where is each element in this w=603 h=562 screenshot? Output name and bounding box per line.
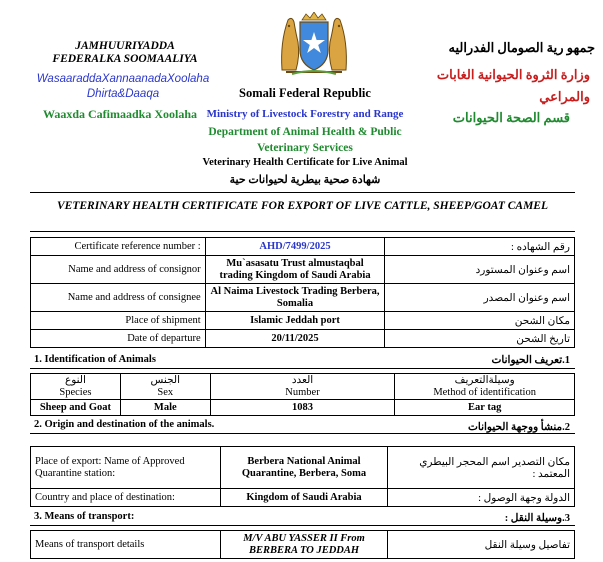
table-row [31,400,575,416]
right-ministry: وزارة الثروة الحيوانية الغابات والمراعي [436,67,590,104]
ref-label-ar: رقم الشهاده : [385,238,575,256]
shipment-label: Place of shipment [31,312,206,330]
departure-value: 20/11/2025 [205,330,385,348]
consignee-label-ar: اسم وعنوان المصدر [385,284,575,312]
export-label-ar: مكان التصدير اسم المحجر البيطري المعتمد : [388,447,575,489]
table-row [31,447,575,489]
table-row [31,238,575,256]
center-republic: Somali Federal Republic [239,86,371,100]
method-value: Ear tag [395,400,575,416]
center-certificate-arabic: شهادة صحية بيطرية لحيوانات حية [229,174,381,186]
certificate-info-table [30,237,575,348]
export-label: Place of export: Name of Approved Quarantine station: [31,447,221,489]
header-divider [30,192,575,193]
table-row [31,256,575,284]
section1-title: 1. Identification of Animals [34,354,156,365]
table-row [31,489,575,507]
destination-value: Kingdom of Saudi Arabia [220,489,388,507]
transport-table [30,530,575,559]
center-ministry: Ministry of Livestock Forestry and Range [206,108,404,120]
sex-header [120,374,210,400]
table-row [31,330,575,348]
transport-label: Means of transport details [31,531,221,559]
animals-table [30,373,575,416]
section2-title-ar: 2.منشأ ووجهة الحيوانات [468,422,570,433]
consignee-label: Name and address of consignee [31,284,206,312]
table-row [31,312,575,330]
right-republic-title: جمهو رية الصومال الفدراليه [448,40,595,55]
right-department: قسم الصحة الحيوانات [452,110,570,125]
section3-title: 3. Means of transport: [34,511,135,522]
left-department: Waaxda Cafimaadka Xoolaha [42,107,198,121]
consignee-value: Al Naima Livestock Trading Berbera, Somalia [205,284,385,312]
species-header-ar: النوع [64,374,86,386]
somalia-coat-of-arms-icon [276,12,352,76]
method-header-ar: وسيلةالتعريف [454,374,515,386]
species-value: Sheep and Goat [31,400,121,416]
shipment-value: Islamic Jeddah port [205,312,385,330]
document-title: VETERINARY HEALTH CERTIFICATE FOR EXPORT OF LIVE CATTLE, SHEEP/GOAT CAMEL [56,200,548,212]
method-header-en: Method of identification [433,386,536,398]
number-header [210,374,395,400]
section3-title-ar: 3.وسيلة النقل : [504,513,570,524]
title-divider [30,231,575,232]
consignor-label-ar: اسم وعنوان المستورد [385,256,575,284]
shipment-label-ar: مكان الشحن [385,312,575,330]
table-row [31,531,575,559]
section3-divider [30,525,575,526]
section2-divider [30,433,575,434]
species-header-en: Species [59,386,92,398]
left-republic-title: JAMHUURIYADDA FEDERALKA SOOMAALIYA [52,40,198,65]
departure-label: Date of departure [31,330,206,348]
ref-value: AHD/7499/2025 [205,238,385,256]
table-row [31,374,575,400]
number-header-ar: العدد [291,374,314,386]
number-header-en: Number [285,386,320,398]
transport-label-ar: تفاصيل وسيلة النقل [388,531,575,559]
center-certificate: Veterinary Health Certificate for Live Animal [202,157,408,168]
section1-title-ar: 1.تعريف الحيوانات [491,355,570,366]
number-value: 1083 [210,400,395,416]
section1-divider [30,368,575,369]
destination-label-ar: الدولة وجهة الوصول : [388,489,575,507]
sex-value: Male [120,400,210,416]
center-department: Department of Animal Health & Public Veterinary Services [208,126,402,154]
transport-value: M/V ABU YASSER II From BERBERA TO JEDDAH [220,531,388,559]
export-value: Berbera National Animal Quarantine, Berbera, Soma [220,447,388,489]
table-row [31,284,575,312]
origin-table [30,446,575,507]
method-header [395,374,575,400]
destination-label: Country and place of destination: [31,489,221,507]
consignor-label: Name and address of consignor [31,256,206,284]
left-ministry: WasaaraddaXannaanadaXoolaha Dhirta&Daaqa [36,73,210,100]
sex-header-ar: الجنس [150,374,180,386]
species-header [31,374,121,400]
departure-label-ar: تاريخ الشحن [385,330,575,348]
consignor-value: Mu`asasatu Trust almustaqbal trading Kingdom of Saudi Arabia [205,256,385,284]
ref-label: Certificate reference number : [31,238,206,256]
sex-header-en: Sex [157,386,174,398]
section2-title: 2. Origin and destination of the animals. [34,419,215,430]
